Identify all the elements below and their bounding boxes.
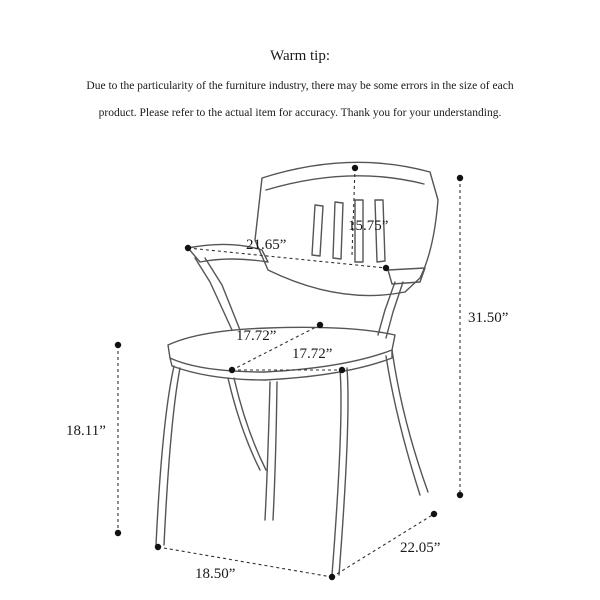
dimension-endpoints bbox=[115, 165, 463, 580]
dim-line-arm-width bbox=[188, 248, 386, 268]
leg-back-left bbox=[228, 378, 266, 470]
armrest-right bbox=[388, 268, 425, 284]
dimension-lines bbox=[118, 168, 460, 577]
backrest-inner bbox=[266, 176, 424, 190]
dim-dot bbox=[317, 322, 323, 328]
dim-dot bbox=[352, 165, 358, 171]
label-seat-width: 17.72” bbox=[292, 346, 333, 362]
dim-dot bbox=[229, 367, 235, 373]
backrest-outline bbox=[255, 162, 438, 295]
leg-front-middle bbox=[265, 382, 277, 520]
seat-top bbox=[168, 327, 395, 372]
backrest-slot bbox=[333, 202, 343, 259]
dim-dot bbox=[155, 544, 161, 550]
dim-line-base-width bbox=[158, 547, 332, 577]
dim-dot bbox=[185, 245, 191, 251]
dim-dot bbox=[431, 511, 437, 517]
leg-front-left bbox=[156, 366, 180, 545]
seat-front bbox=[170, 350, 392, 380]
label-seat-height: 18.11” bbox=[66, 423, 106, 439]
label-backrest-height: 15.75” bbox=[348, 218, 389, 234]
dim-dot bbox=[329, 574, 335, 580]
dim-dot bbox=[115, 530, 121, 536]
dim-dot bbox=[115, 342, 121, 348]
label-base-depth: 22.05” bbox=[400, 540, 441, 556]
dim-dot bbox=[339, 367, 345, 373]
tip-text-line-2: product. Please refer to the actual item for accuracy. Thank you for your understanding. bbox=[98, 107, 502, 119]
label-arm-width: 21.65” bbox=[246, 237, 287, 253]
dim-dot bbox=[457, 175, 463, 181]
leg-rear-right bbox=[332, 368, 348, 575]
dim-dot bbox=[383, 265, 389, 271]
dim-dot bbox=[457, 492, 463, 498]
tip-text-line-1: Due to the particularity of the furniture industry, there may be some errors in the size of each bbox=[86, 80, 514, 92]
chair-sketch bbox=[156, 162, 441, 575]
label-base-width: 18.50” bbox=[195, 566, 236, 582]
backrest-slot bbox=[312, 205, 323, 256]
tip-title: Warm tip: bbox=[269, 48, 331, 64]
armrest-left-support bbox=[195, 258, 240, 330]
label-seat-depth: 17.72” bbox=[236, 328, 277, 344]
leg-right bbox=[386, 350, 428, 495]
armrest-right-support bbox=[378, 282, 403, 338]
label-total-height: 31.50” bbox=[468, 310, 509, 326]
